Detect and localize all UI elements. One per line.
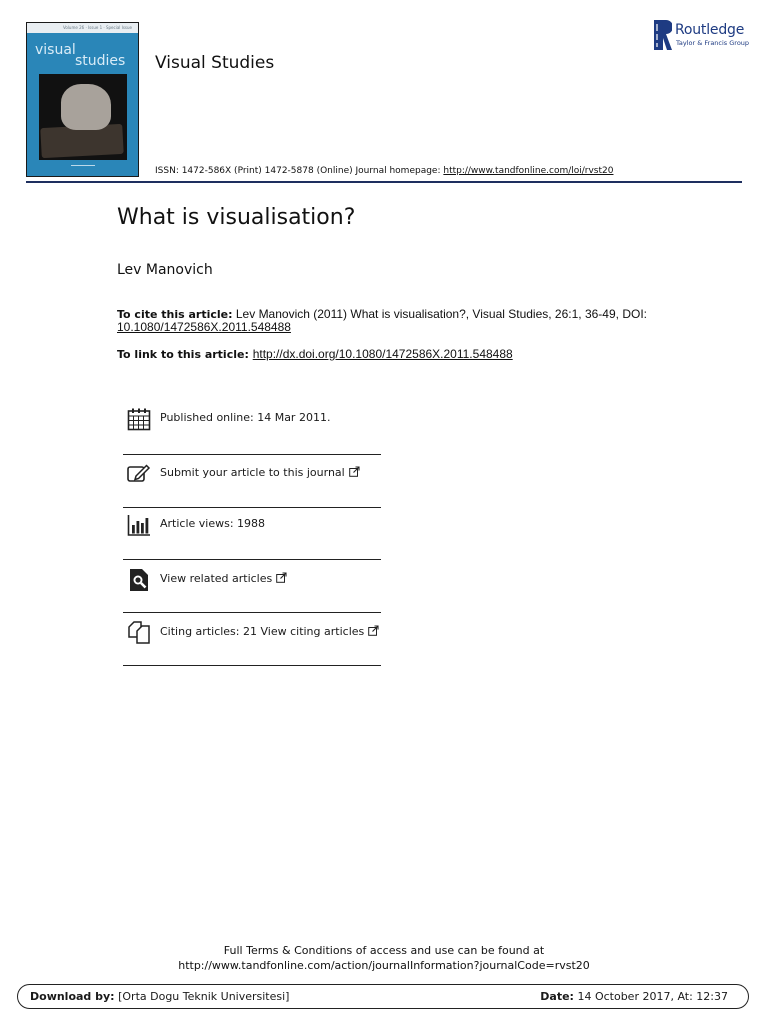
cover-photo-hands (61, 84, 111, 130)
date-value: 14 October 2017, At: 12:37 (573, 990, 728, 1003)
external-link-icon (368, 625, 379, 636)
cite-doi-link[interactable]: 10.1080/1472586X.2011.548488 (117, 320, 291, 334)
submit-article-item[interactable] (123, 452, 381, 505)
calendar-icon (127, 407, 151, 431)
header-divider (26, 181, 742, 183)
submit-article-label: Submit your article to this journal (160, 466, 345, 479)
article-views-item (123, 503, 381, 556)
link-label: To link to this article: (117, 348, 253, 361)
issn-text: ISSN: 1472-586X (Print) 1472-5878 (Online) Journal homepage: (155, 166, 444, 176)
related-articles-link[interactable] (160, 572, 287, 585)
downloaded-by (30, 990, 289, 1003)
cite-label: To cite this article: (117, 308, 233, 321)
routledge-r-icon (654, 20, 672, 50)
search-document-icon (127, 568, 151, 592)
date-label: Date: (540, 990, 574, 1003)
submit-article-link[interactable] (160, 466, 360, 479)
cover-word-visual: visual (35, 42, 76, 58)
related-articles-label: View related articles (160, 572, 273, 585)
download-by-label: Download by: (30, 990, 115, 1003)
external-link-icon (349, 466, 360, 477)
terms-url[interactable]: http://www.tandfonline.com/action/journalInformation?journalCode=rvst20 (178, 959, 590, 972)
article-author: Lev Manovich (117, 262, 213, 278)
citing-documents-icon (127, 621, 151, 645)
journal-cover (26, 22, 139, 177)
terms-line-1: Full Terms & Conditions of access and use can be found at (223, 944, 545, 957)
citing-articles-link[interactable] (160, 625, 379, 638)
cover-strip-text: Volume 26 · Issue 1 · Special Issue (62, 25, 132, 30)
citing-articles-label: Citing articles: 21 View citing articles (160, 625, 365, 638)
cite-text: Lev Manovich (2011) What is visualisation?, Visual Studies, 26:1, 36-49, DOI: (232, 307, 647, 321)
download-by-value: [Orta Dogu Teknik Universitesi] (114, 990, 290, 1003)
bar-chart-icon (127, 513, 151, 537)
publisher-tagline: Taylor & Francis Group (676, 39, 750, 47)
link-block (117, 347, 513, 361)
external-link-icon (276, 572, 287, 583)
article-doi-link[interactable]: http://dx.doi.org/10.1080/1472586X.2011.548488 (252, 347, 513, 361)
related-articles-item[interactable] (123, 558, 381, 611)
cover-photo (39, 74, 127, 160)
citing-articles-item[interactable] (123, 611, 381, 664)
cover-fine-print (71, 165, 95, 166)
download-bar (17, 984, 749, 1009)
article-views-text: Article views: 1988 (160, 517, 266, 530)
article-title: What is visualisation? (117, 205, 356, 230)
info-divider (123, 665, 381, 666)
edit-icon (127, 462, 151, 486)
issn-line (155, 166, 613, 176)
journal-title[interactable]: Visual Studies (155, 53, 275, 73)
journal-homepage-link[interactable]: http://www.tandfonline.com/loi/rvst20 (443, 166, 614, 176)
published-online-item (123, 397, 381, 450)
publisher-name: Routledge (675, 22, 745, 38)
footer-terms (0, 943, 768, 973)
cover-word-studies: studies (75, 53, 126, 69)
download-date (540, 990, 728, 1003)
published-online-text: Published online: 14 Mar 2011. (160, 411, 331, 424)
cite-block (117, 308, 677, 334)
